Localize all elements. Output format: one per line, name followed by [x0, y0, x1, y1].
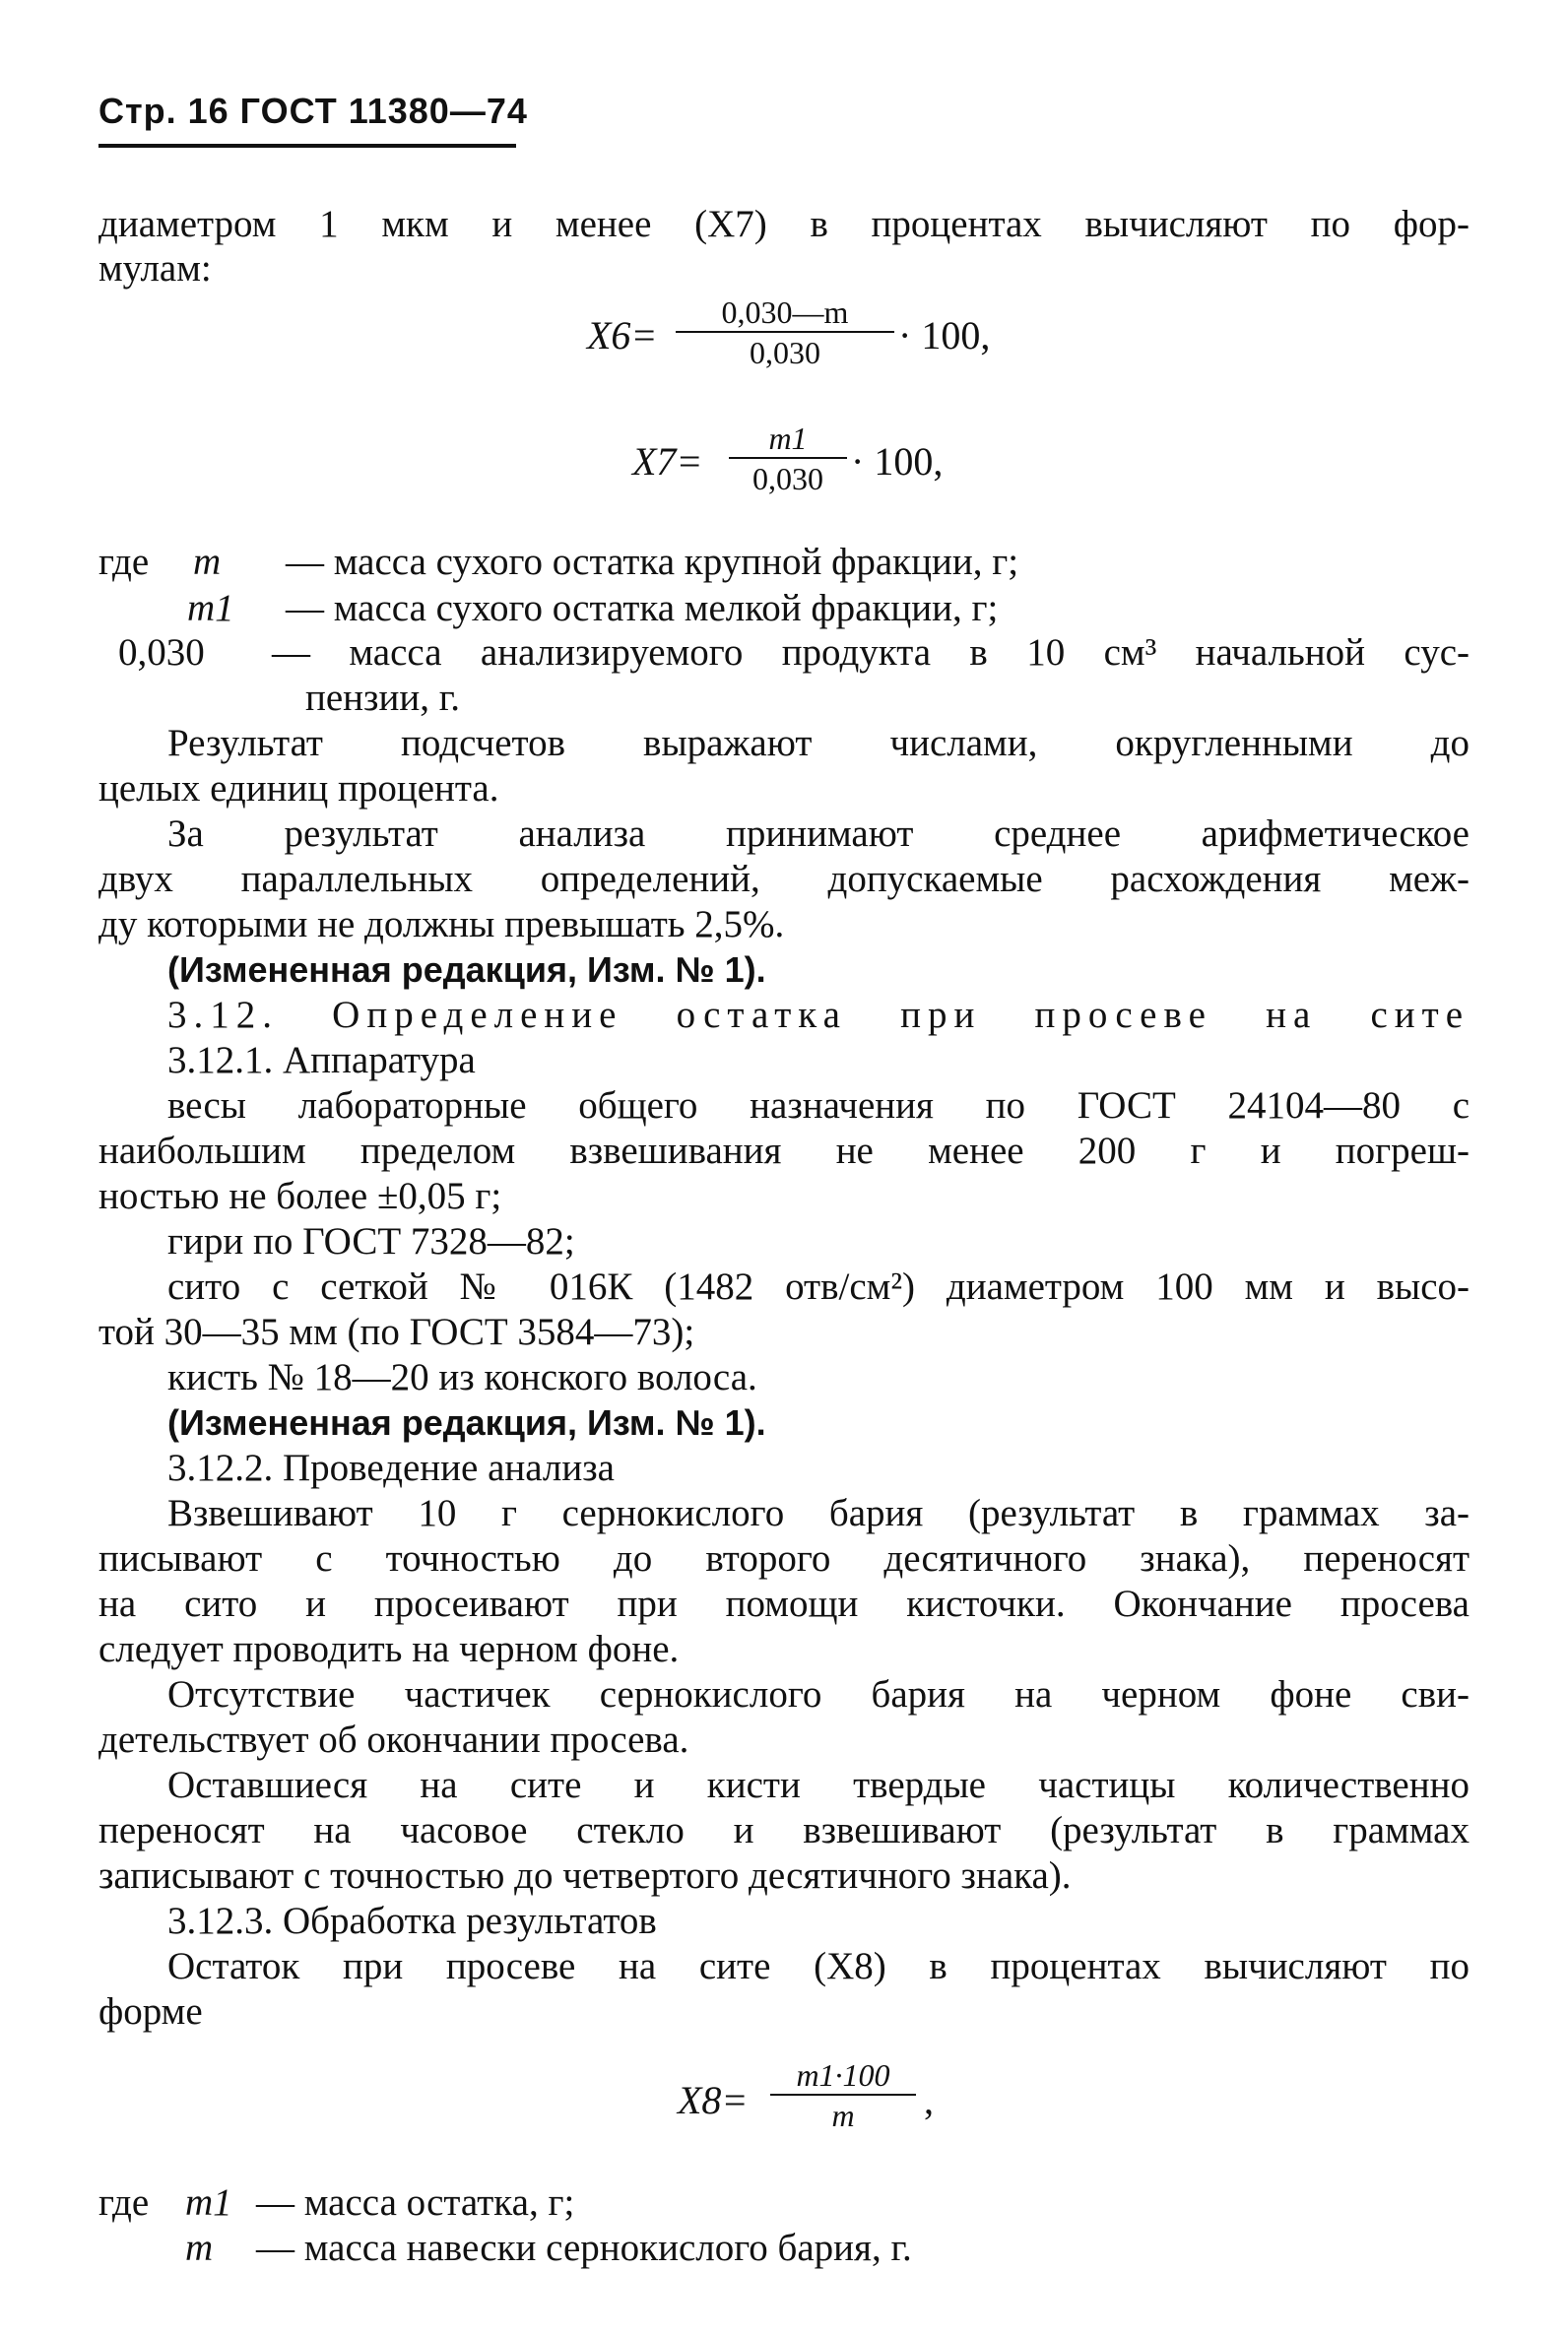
equipment-line: той 30—35 мм (по ГОСТ 3584—73); [98, 1311, 695, 1353]
symbol-m1: m1 [187, 587, 234, 629]
definition-text: — масса сухого остатка мелкой фракции, г; [286, 587, 999, 629]
definition-text: — масса анализируемого продукта в 10 см³ начальной сус- [272, 631, 1470, 674]
equipment-line: наибольшим пределом взвешивания не менее 200 г и погреш- [98, 1130, 1470, 1172]
formula-x6-fraction [676, 293, 894, 372]
subsection-heading: 3.12.3. Обработка результатов [167, 1900, 657, 1942]
fraction-numerator: 0,030—m [721, 294, 849, 330]
header-rule [98, 144, 516, 148]
definition-text: — масса сухого остатка крупной фракции, г; [286, 541, 1019, 583]
fraction-denominator: 0,030 [752, 461, 823, 496]
paragraph-line: диаметром 1 мкм и менее (X7) в процентах вычисляют по фор- [98, 203, 1470, 245]
paragraph-line: Результат подсчетов выражают числами, округленными до [167, 722, 1470, 764]
equipment-line: гири по ГОСТ 7328—82; [167, 1220, 575, 1263]
formula-x8-fraction [770, 2056, 916, 2135]
symbol-m: m [185, 2227, 214, 2269]
symbol-m1: m1 [185, 2181, 232, 2224]
equipment-line: кисть № 18—20 из конского волоса. [167, 1356, 757, 1398]
formula-x7-fraction [729, 420, 847, 498]
definition-text: пензии, г. [305, 677, 461, 719]
paragraph-line: целых единиц процента. [98, 767, 499, 810]
formula-x7 [632, 439, 702, 485]
formula-x8 [678, 2078, 748, 2123]
symbol-m: m [193, 541, 222, 583]
formula-x6-rhs: · 100, [898, 313, 991, 357]
paragraph-line: на сито и просеивают при помощи кисточки. Окончание просева [98, 1583, 1470, 1625]
subsection-heading: 3.12.2. Проведение анализа [167, 1447, 615, 1489]
paragraph-line: переносят на часовое стекло и взвешивают (результат в граммах [98, 1809, 1470, 1851]
paragraph-line: следует проводить на черном фоне. [98, 1628, 680, 1670]
paragraph-line: Оставшиеся на сите и кисти твердые частицы количественно [167, 1764, 1470, 1806]
fraction-denominator: 0,030 [750, 335, 820, 370]
paragraph-line: Взвешивают 10 г сернокислого бария (результат в граммах за- [167, 1492, 1470, 1534]
equipment-line: ностью не более ±0,05 г; [98, 1175, 502, 1217]
amendment-note: (Измененная редакция, Изм. № 1). [167, 1402, 766, 1443]
subsection-heading: 3.12.1. Аппаратура [167, 1039, 476, 1081]
paragraph-line: форме [98, 1990, 203, 2033]
paragraph-line: За результат анализа принимают среднее арифметическое [167, 812, 1470, 855]
formula-lhs: X8= [678, 2078, 749, 2122]
fraction-numerator: m1 [768, 421, 808, 456]
where-label: где [98, 541, 150, 583]
definition-text: — масса навески сернокислого бария, г. [256, 2227, 912, 2269]
fraction-numerator: m1·100 [796, 2057, 890, 2093]
paragraph-line: детельствует об окончании просева. [98, 1719, 689, 1761]
formula-x6 [587, 313, 657, 358]
formula-lhs: X6= [587, 313, 658, 357]
formula-x7-rhs: · 100, [851, 439, 944, 484]
formula-lhs: X7= [632, 439, 703, 484]
definition-text: — масса остатка, г; [256, 2181, 575, 2224]
fraction-denominator: m [831, 2098, 855, 2133]
formula-x8-rhs: , [924, 2078, 934, 2122]
section-heading: 3.12. Определение остатка при просеве на сите [167, 994, 1470, 1036]
paragraph-line: ду которыми не должны превышать 2,5%. [98, 903, 785, 945]
paragraph-line: записывают с точностью до четвертого десятичного знака). [98, 1854, 1072, 1897]
paragraph-line: писывают с точностью до второго десятичного знака), переносят [98, 1537, 1470, 1580]
paragraph-line: двух параллельных определений, допускаемые расхождения меж- [98, 858, 1470, 900]
paragraph-line: Остаток при просеве на сите (X8) в процентах вычисляют по [167, 1945, 1470, 1987]
symbol-constant: 0,030 [118, 631, 205, 674]
paragraph-line: мулам: [98, 247, 212, 290]
page-header: Стр. 16 ГОСТ 11380—74 [98, 91, 528, 131]
equipment-line: весы лабораторные общего назначения по ГОСТ 24104—80 с [167, 1084, 1470, 1127]
where-label: где [98, 2181, 150, 2224]
paragraph-line: Отсутствие частичек сернокислого бария на черном фоне сви- [167, 1673, 1470, 1716]
amendment-note: (Измененная редакция, Изм. № 1). [167, 949, 766, 990]
equipment-line: сито с сеткой № 016К (1482 отв/см²) диаметром 100 мм и высо- [167, 1265, 1470, 1308]
